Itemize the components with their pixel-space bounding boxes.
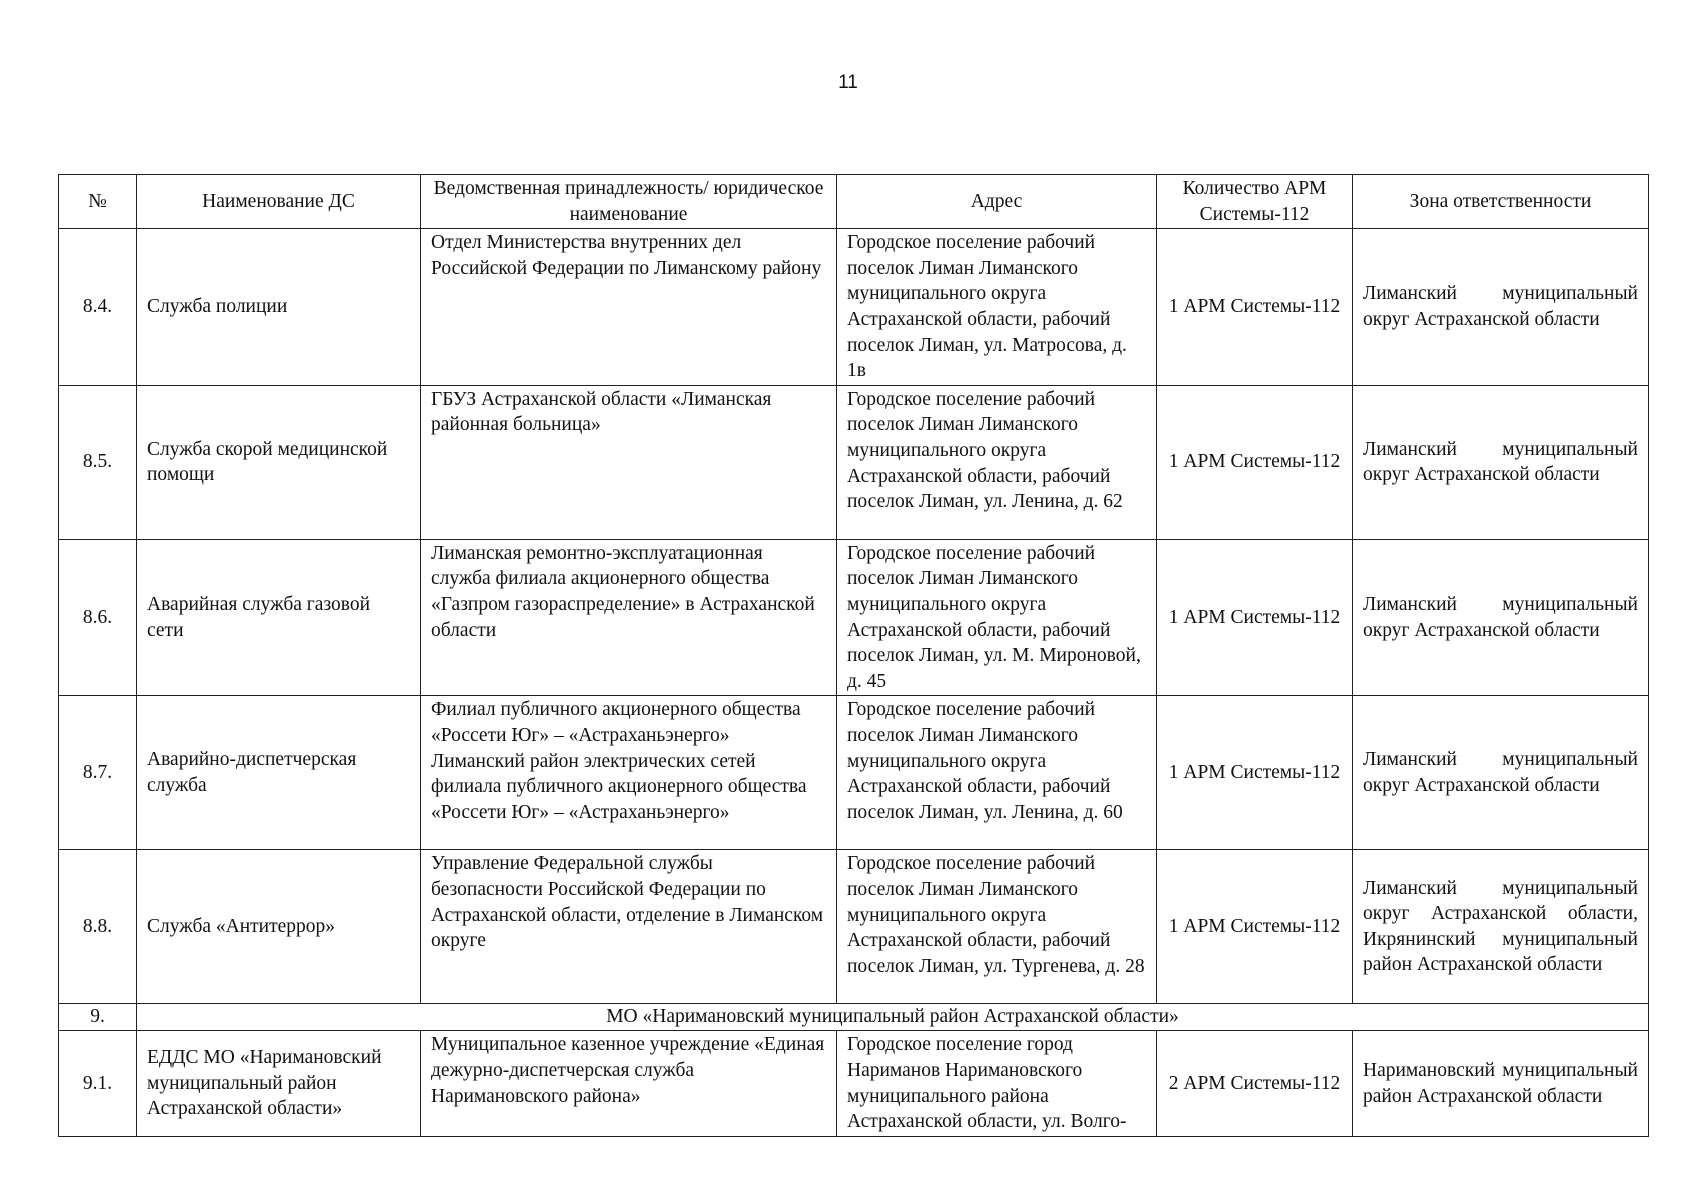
table-row — [59, 696, 1649, 850]
table-row — [59, 385, 1649, 539]
table-row — [59, 229, 1649, 386]
department: Филиал публичного акционерного общества «Россети Юг» – «Астраханьэнерго» Лиманский район электрических сетей филиала публичного акционерного общества «Россети Юг» – «Астраханьэнерго» — [421, 696, 837, 850]
department: ГБУЗ Астраханской области «Лиманская районная больница» — [421, 385, 837, 539]
arm-count: 1 АРМ Системы-112 — [1157, 696, 1353, 850]
table-row — [59, 1031, 1649, 1136]
header-department: Ведомственная принадлежность/ юридическое наименование — [421, 175, 837, 229]
address: Городское поселение рабочий поселок Лиман Лиманского муниципального округа Астраханской области, рабочий поселок Лиман, ул. Ленина, д. 62 — [837, 385, 1157, 539]
department: Управление Федеральной службы безопасности Российской Федерации по Астраханской области, отделение в Лиманском округе — [421, 850, 837, 1004]
services-table — [58, 174, 1649, 1137]
address: Городское поселение рабочий поселок Лиман Лиманского муниципального округа Астраханской области, рабочий поселок Лиман, ул. Матросова, д. 1в — [837, 229, 1157, 386]
arm-count: 2 АРМ Системы-112 — [1157, 1031, 1353, 1136]
service-name: Аварийная служба газовой сети — [137, 539, 421, 696]
department: Лиманская ремонтно-эксплуатационная служба филиала акционерного общества «Газпром газораспределение» в Астраханской области — [421, 539, 837, 696]
row-number: 9.1. — [59, 1031, 137, 1136]
arm-count: 1 АРМ Системы-112 — [1157, 385, 1353, 539]
responsibility-zone: Наримановский муниципальный район Астраханской области — [1353, 1031, 1649, 1136]
responsibility-zone: Лиманский муниципальный округ Астраханской области — [1353, 385, 1649, 539]
responsibility-zone: Лиманский муниципальный округ Астраханской области — [1353, 229, 1649, 386]
section-number: 9. — [59, 1004, 137, 1031]
header-number: № — [59, 175, 137, 229]
service-name: ЕДДС МО «Наримановский муниципальный район Астраханской области» — [137, 1031, 421, 1136]
responsibility-zone: Лиманский муниципальный округ Астраханской области, Икрянинский муниципальный район Астраханской области — [1353, 850, 1649, 1004]
service-name: Служба скорой медицинской помощи — [137, 385, 421, 539]
row-number: 8.7. — [59, 696, 137, 850]
address: Городское поселение рабочий поселок Лиман Лиманского муниципального округа Астраханской области, рабочий поселок Лиман, ул. Тургенева, д. 28 — [837, 850, 1157, 1004]
row-number: 8.4. — [59, 229, 137, 386]
row-number: 8.6. — [59, 539, 137, 696]
header-responsibility-zone: Зона ответственности — [1353, 175, 1649, 229]
header-arm-count: Количество АРМ Системы-112 — [1157, 175, 1353, 229]
address: Городское поселение город Нариманов Наримановского муниципального района Астраханской области, ул. Волго- — [837, 1031, 1157, 1136]
responsibility-zone: Лиманский муниципальный округ Астраханской области — [1353, 539, 1649, 696]
header-service-name: Наименование ДС — [137, 175, 421, 229]
row-number: 8.8. — [59, 850, 137, 1004]
address: Городское поселение рабочий поселок Лиман Лиманского муниципального округа Астраханской области, рабочий поселок Лиман, ул. М. Мироновой, д. 45 — [837, 539, 1157, 696]
department: Отдел Министерства внутренних дел Российской Федерации по Лиманскому району — [421, 229, 837, 386]
table-header-row — [59, 175, 1649, 229]
section-title: МО «Наримановский муниципальный район Астраханской области» — [137, 1004, 1649, 1031]
address: Городское поселение рабочий поселок Лиман Лиманского муниципального округа Астраханской области, рабочий поселок Лиман, ул. Ленина, д. 60 — [837, 696, 1157, 850]
table-row — [59, 850, 1649, 1004]
page-number: 11 — [838, 72, 858, 93]
section-row — [59, 1004, 1649, 1031]
arm-count: 1 АРМ Системы-112 — [1157, 539, 1353, 696]
table-row — [59, 539, 1649, 696]
responsibility-zone: Лиманский муниципальный округ Астраханской области — [1353, 696, 1649, 850]
header-address: Адрес — [837, 175, 1157, 229]
service-name: Аварийно-диспетчерская служба — [137, 696, 421, 850]
service-name: Служба полиции — [137, 229, 421, 386]
service-name: Служба «Антитеррор» — [137, 850, 421, 1004]
department: Муниципальное казенное учреждение «Единая дежурно-диспетчерская служба Наримановского района» — [421, 1031, 837, 1136]
arm-count: 1 АРМ Системы-112 — [1157, 229, 1353, 386]
row-number: 8.5. — [59, 385, 137, 539]
arm-count: 1 АРМ Системы-112 — [1157, 850, 1353, 1004]
